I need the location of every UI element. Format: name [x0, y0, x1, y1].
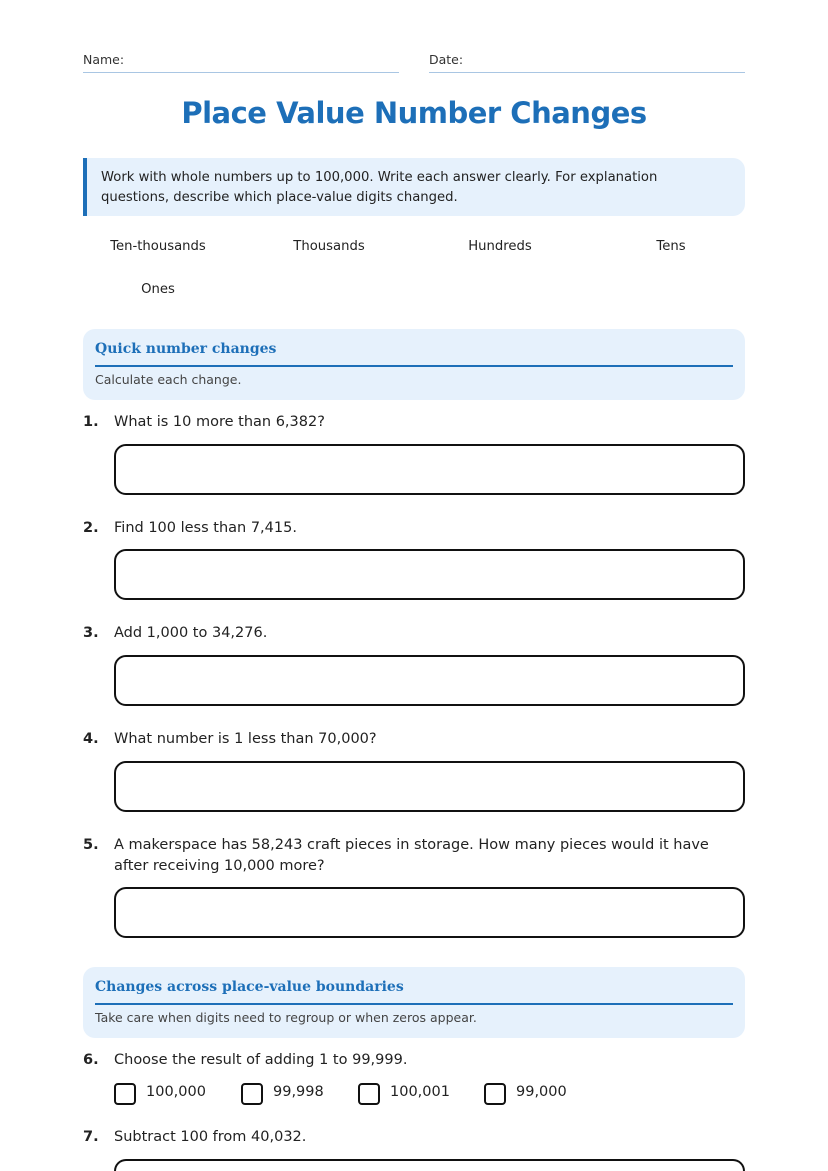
answer-box-7[interactable] — [114, 1159, 745, 1171]
name-label: Name: — [83, 52, 125, 67]
question-number: 1. — [83, 414, 99, 430]
checkbox[interactable] — [358, 1083, 380, 1105]
question-text: Add 1,000 to 34,276. — [114, 625, 268, 641]
answer-box-1[interactable] — [114, 444, 745, 495]
checkbox[interactable] — [114, 1083, 136, 1105]
header-fields — [83, 52, 745, 74]
section-title: Quick number changes — [95, 341, 733, 367]
date-field[interactable] — [429, 52, 745, 73]
section-title: Changes across place-value boundaries — [95, 979, 733, 1005]
question-number: 7. — [83, 1129, 99, 1145]
answer-box-3[interactable] — [114, 655, 745, 706]
question-text: What number is 1 less than 70,000? — [114, 731, 377, 747]
date-label: Date: — [429, 52, 464, 67]
question-text: Subtract 100 from 40,032. — [114, 1129, 307, 1145]
page-title: Place Value Number Changes — [181, 96, 647, 130]
question-number: 3. — [83, 625, 99, 641]
checkbox[interactable] — [241, 1083, 263, 1105]
name-field[interactable] — [83, 52, 399, 73]
choice-label: 100,000 — [146, 1084, 206, 1100]
section-header — [83, 967, 745, 1038]
choice-label: 99,998 — [273, 1084, 324, 1100]
answer-box-4[interactable] — [114, 761, 745, 812]
instructions-box: Work with whole numbers up to 100,000. Write each answer clearly. For explanation questions, describe which place-value digits changed. — [83, 158, 745, 216]
question-number: 4. — [83, 731, 99, 747]
section-header — [83, 329, 745, 400]
question-number: 5. — [83, 837, 99, 853]
answer-box-2[interactable] — [114, 549, 745, 600]
place-value-label: Ones — [141, 282, 175, 297]
answer-box-5[interactable] — [114, 887, 745, 938]
question-number: 6. — [83, 1052, 99, 1068]
place-value-label: Hundreds — [468, 239, 532, 254]
section-subtitle: Take care when digits need to regroup or when zeros appear. — [95, 1010, 477, 1025]
place-value-label: Ten-thousands — [110, 239, 206, 254]
place-value-label: Thousands — [293, 239, 365, 254]
question-text: Choose the result of adding 1 to 99,999. — [114, 1052, 408, 1068]
question-text: A makerspace has 58,243 craft pieces in storage. How many pieces would it have after receiving 10,000 more? — [114, 837, 709, 874]
checkbox[interactable] — [484, 1083, 506, 1105]
place-value-label: Tens — [656, 239, 686, 254]
section-subtitle: Calculate each change. — [95, 372, 242, 387]
choice-label: 100,001 — [390, 1084, 450, 1100]
question-text: Find 100 less than 7,415. — [114, 520, 297, 536]
question-text: What is 10 more than 6,382? — [114, 414, 325, 430]
choice-label: 99,000 — [516, 1084, 567, 1100]
question-number: 2. — [83, 520, 99, 536]
